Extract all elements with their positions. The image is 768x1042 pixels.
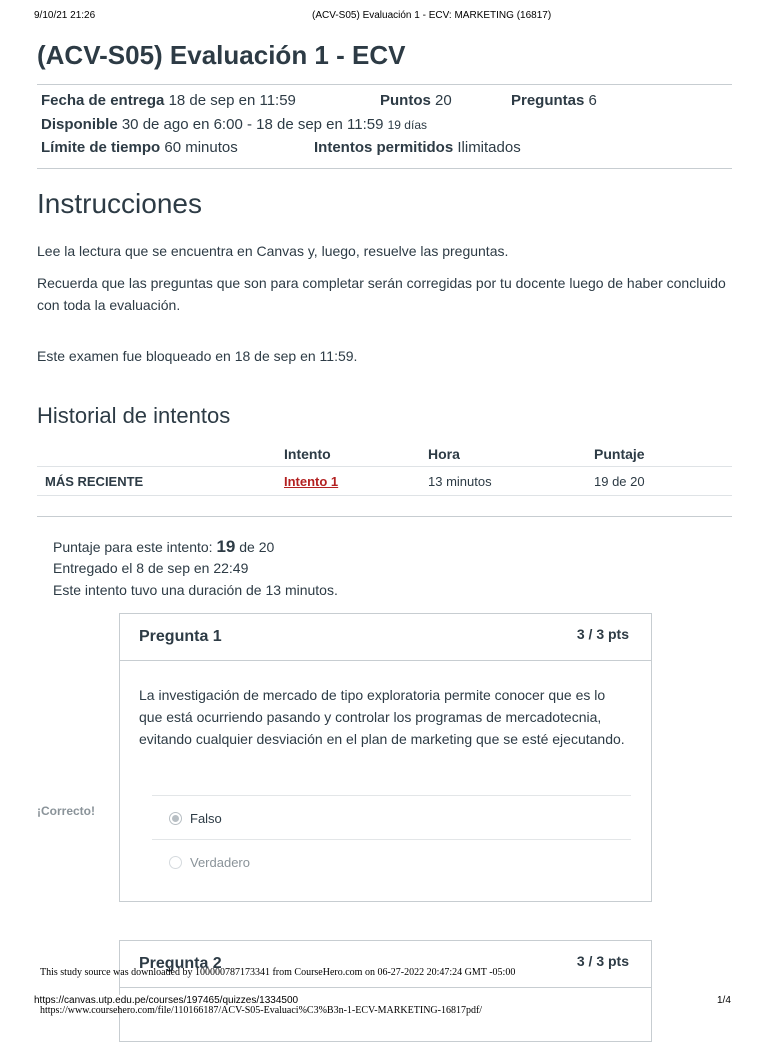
table-divider: [37, 466, 732, 467]
time-limit: [41, 139, 238, 156]
attempt-score: [53, 537, 274, 557]
answer-divider: [152, 795, 631, 796]
available-label: Disponible: [41, 116, 118, 133]
question-points: 3 / 3 pts: [576, 626, 629, 642]
attempt-duration: Este intento tuvo una duración de 13 minutos.: [53, 582, 338, 598]
due-label: Fecha de entrega: [41, 92, 165, 109]
divider: [37, 516, 732, 517]
question-text: La investigación de mercado de tipo exploratoria permite conocer que es lo que está ocurriendo pasando y controlar los programas de mercadotecnia, evitando cualquier desviación en el plan de marketing que se esté ejecutando.: [139, 687, 625, 747]
due-date: [41, 92, 296, 109]
question-1: [119, 613, 652, 902]
question-header: [120, 614, 651, 661]
question-title: Pregunta 2: [139, 955, 222, 972]
instructions-heading: Instrucciones: [37, 188, 202, 219]
points: [380, 92, 452, 109]
available-value: 30 de ago en 6:00 - 18 de sep en 11:59: [121, 116, 384, 133]
score-prefix: Puntaje para este intento:: [53, 539, 213, 555]
source-note: This study source was downloaded by 100000787173341 from CourseHero.com on 06-27-2022 20:47:24 GMT -05:00: [40, 967, 516, 978]
questions-value: 6: [588, 92, 597, 109]
attempts-label: Intentos permitidos: [314, 139, 454, 156]
due-value: 18 de sep en 11:59: [168, 92, 296, 109]
attempts-value: Ilimitados: [457, 139, 521, 156]
correct-feedback: ¡Correcto!: [37, 804, 96, 818]
row-score: 19 de 20: [594, 474, 645, 489]
allowed-attempts: [314, 139, 521, 156]
locked-notice: Este examen fue bloqueado en 18 de sep en 11:59.: [37, 348, 358, 364]
table-divider: [37, 495, 732, 496]
print-page-title: (ACV-S05) Evaluación 1 - ECV: MARKETING (16817): [312, 10, 552, 21]
instructions-p2: Recuerda que las preguntas que son para completar serán corregidas por tu docente luego de haber concluido con toda la evaluación.: [37, 275, 726, 313]
divider: [37, 168, 732, 169]
quiz-title: (ACV-S05) Evaluación 1 - ECV: [37, 40, 406, 70]
time-limit-label: Límite de tiempo: [41, 139, 161, 156]
col-time: Hora: [428, 446, 460, 462]
divider: [37, 84, 732, 85]
answer-label: Verdadero: [190, 855, 250, 870]
col-attempt: Intento: [284, 446, 331, 462]
question-points: 3 / 3 pts: [576, 953, 629, 969]
attempt-1-link[interactable]: Intento 1: [284, 474, 339, 489]
question-header: [120, 941, 651, 988]
col-score: Puntaje: [594, 446, 645, 462]
row-label: MÁS RECIENTE: [45, 474, 144, 489]
row-time: 13 minutos: [428, 474, 492, 489]
page-number: 1/4: [717, 995, 731, 1006]
radio-unselected-icon[interactable]: [169, 856, 182, 869]
availability: [41, 116, 427, 133]
answer-label: Falso: [190, 811, 222, 826]
submitted-at: Entregado el 8 de sep en 22:49: [53, 560, 249, 576]
questions-count: [511, 92, 597, 109]
radio-selected-icon[interactable]: [169, 812, 182, 825]
instructions-p1: Lee la lectura que se encuentra en Canvas y, luego, resuelve las preguntas.: [37, 243, 509, 259]
time-limit-value: 60 minutos: [164, 139, 238, 156]
print-datetime: 9/10/21 21:26: [34, 10, 96, 21]
question-title: Pregunta 1: [139, 628, 222, 645]
available-days: 19 días: [387, 118, 427, 132]
answer-divider: [152, 839, 631, 840]
coursehero-url: https://www.coursehero.com/file/110166187/ACV-S05-Evaluaci%C3%B3n-1-ECV-MARKETING-16817pdf/: [40, 1005, 483, 1016]
score-suffix: de 20: [239, 539, 275, 555]
canvas-url: https://canvas.utp.edu.pe/courses/197465/quizzes/1334500: [34, 995, 299, 1006]
points-label: Puntos: [380, 92, 431, 109]
score-value: 19: [216, 537, 236, 556]
questions-label: Preguntas: [511, 92, 585, 109]
points-value: 20: [435, 92, 452, 109]
history-heading: Historial de intentos: [37, 403, 231, 428]
question-2: [119, 940, 652, 1042]
